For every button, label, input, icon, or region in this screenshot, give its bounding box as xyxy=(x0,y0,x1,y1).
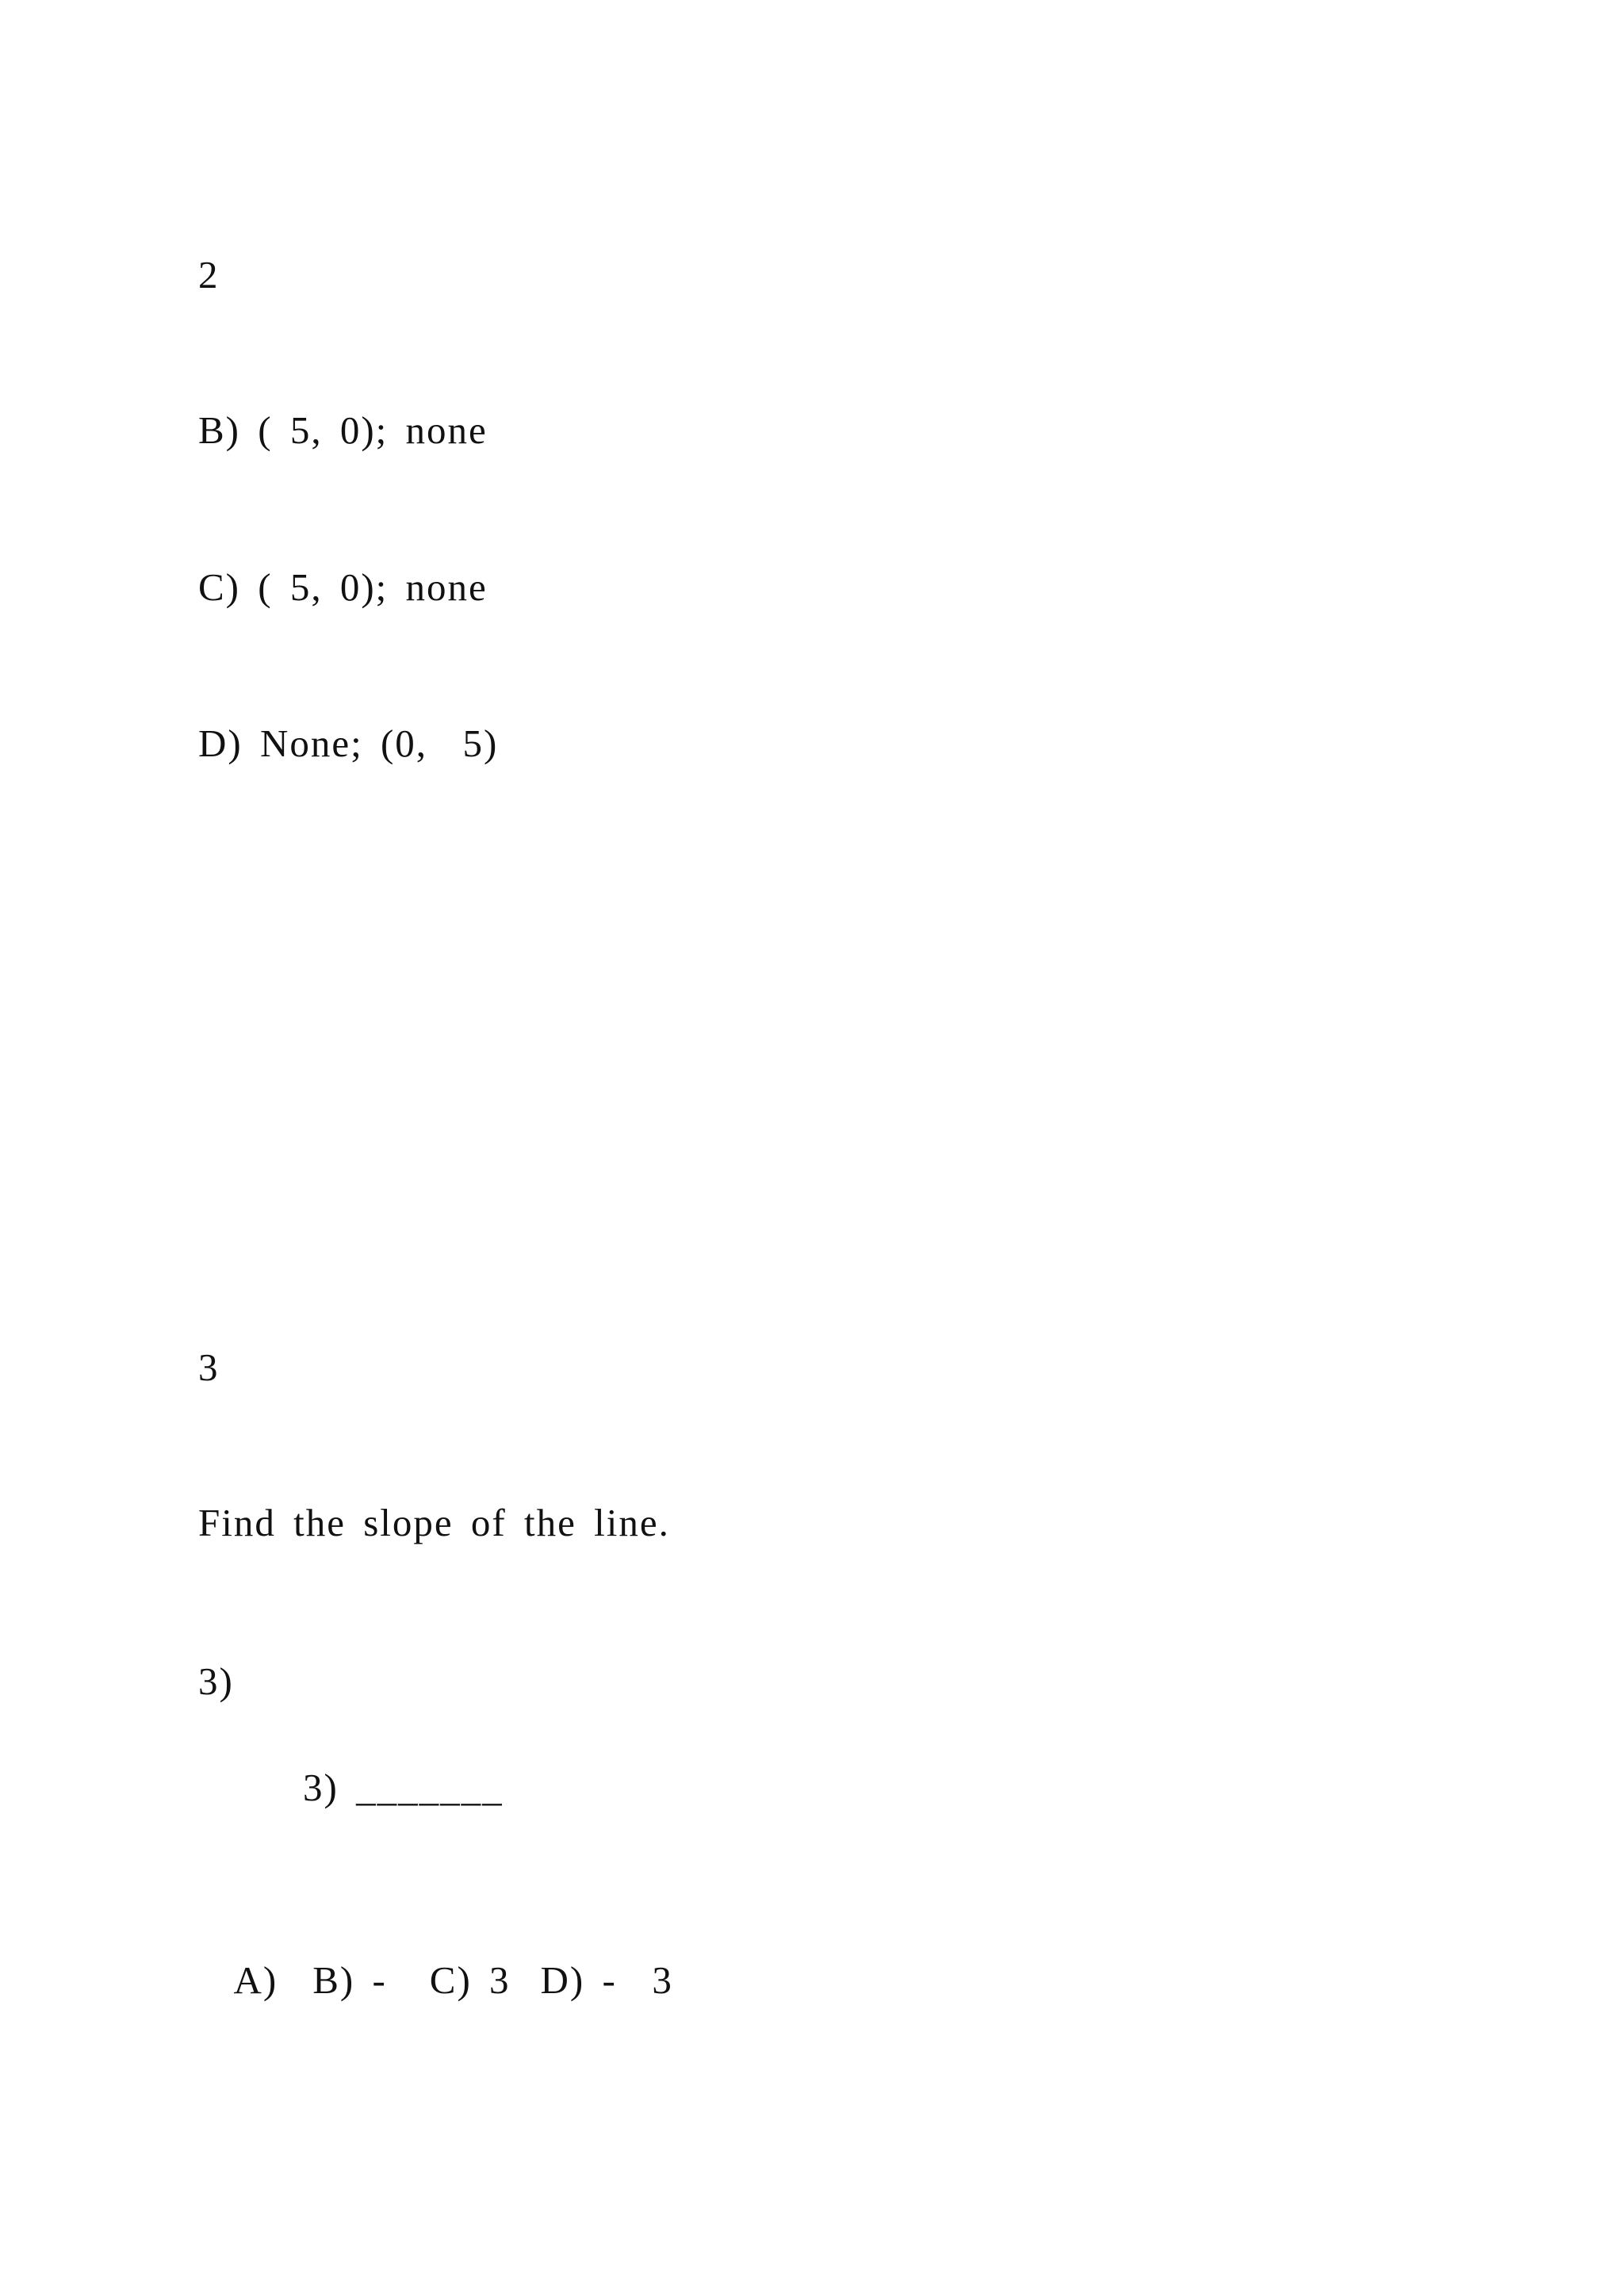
question-instruction: Find the slope of the line. xyxy=(198,1501,670,1544)
option-c: C) ( 5, 0); none xyxy=(198,565,488,609)
question-number-2: 2 xyxy=(198,253,220,297)
choice-b: B) - xyxy=(312,1958,387,2002)
answer-blank: 3) _______ xyxy=(303,1766,504,1809)
question-number-3: 3 xyxy=(198,1345,220,1389)
choice-a: A) xyxy=(233,1958,278,2002)
option-b: B) ( 5, 0); none xyxy=(198,408,488,452)
choice-d: D) - 3 xyxy=(540,1958,673,2002)
answer-choices xyxy=(198,1922,673,2002)
question-label: 3) xyxy=(198,1659,234,1703)
option-d: D) None; (0, 5) xyxy=(198,721,499,765)
choice-c: C) 3 xyxy=(429,1958,511,2002)
